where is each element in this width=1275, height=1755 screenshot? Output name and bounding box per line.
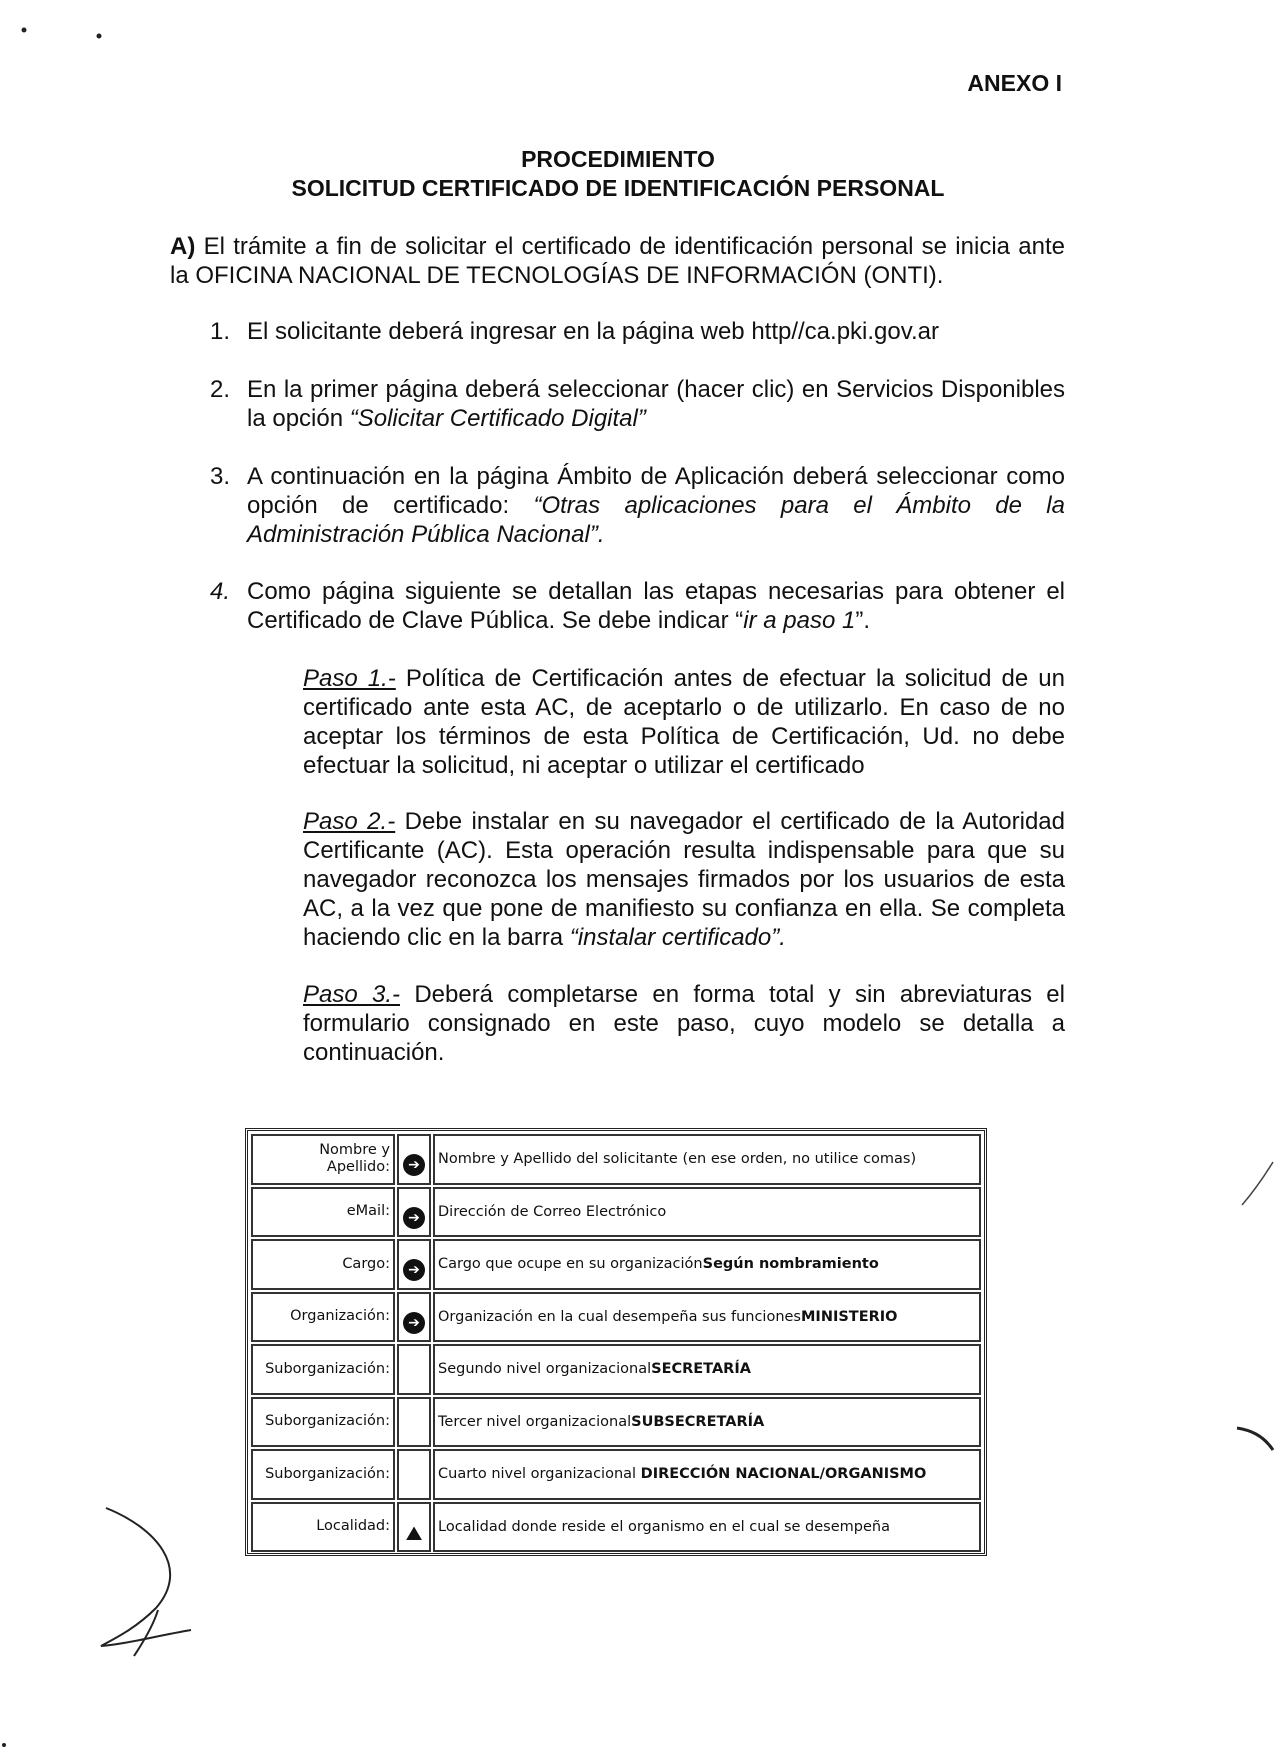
form-desc: Dirección de Correo Electrónico	[433, 1187, 981, 1238]
form-label: eMail:	[251, 1187, 395, 1238]
form-label: Suborganización:	[251, 1449, 395, 1500]
intro-text: El trámite a fin de solicitar el certificado de identificación personal se inicia ante la OFICINA NACIONAL DE TECNOLOGÍAS DE INFORMACIÓN (ONTI).	[170, 233, 1065, 289]
step-text: Política de Certificación antes de efectuar la solicitud de un certificado ante esta AC, de aceptarlo o de utilizarlo. En caso de no aceptar los términos de esta Política de Certificación, Ud. no debe efectuar la solicitud, ni aceptar o utilizar el certificado	[303, 665, 1065, 779]
form-label: Cargo:	[251, 1239, 395, 1290]
list-number: 1.	[209, 318, 230, 345]
list-number: 2.	[209, 376, 230, 403]
step-text: Deberá completarse en forma total y sin abreviaturas el formulario consignado en este paso, cuyo modelo se detalla a continuación.	[303, 981, 1065, 1066]
form-label: Localidad:	[251, 1502, 395, 1553]
form-desc: Nombre y Apellido del solicitante (en ese orden, no utilice comas)	[433, 1134, 981, 1185]
form-label: Suborganización:	[251, 1344, 395, 1395]
form-desc: Localidad donde reside el organismo en el cual se desempeña	[433, 1502, 981, 1553]
step-label: Paso 3.-	[303, 981, 401, 1008]
list-text: Como página siguiente se detallan las etapas necesarias para obtener el Certificado de Clave Pública. Se debe indicar “ir a paso 1”.	[247, 578, 1065, 634]
list-text: El solicitante deberá ingresar en la página web http//ca.pki.gov.ar	[247, 318, 939, 345]
step-label: Paso 1.-	[303, 665, 396, 692]
required-icon: ➔	[397, 1292, 431, 1343]
form-label: Nombre y Apellido:	[251, 1134, 395, 1185]
list-text: A continuación en la página Ámbito de Aplicación deberá seleccionar como opción de certificado: “Otras aplicaciones para el Ámbito de la Administración Pública Nacional”.	[247, 463, 1065, 548]
list-text: En la primer página deberá seleccionar (hacer clic) en Servicios Disponibles la opción “Solicitar Certificado Digital”	[247, 376, 1065, 432]
intro-prefix: A)	[170, 233, 196, 260]
list-number: 4.	[209, 578, 230, 605]
form-desc: Cuarto nivel organizacional DIRECCIÓN NACIONAL/ORGANISMO	[433, 1449, 981, 1500]
form-desc: Segundo nivel organizacional SECRETARÍA	[433, 1344, 981, 1395]
annex-label: ANEXO I	[967, 70, 1062, 96]
document-title-1: PROCEDIMIENTO	[521, 146, 715, 172]
form-desc: Tercer nivel organizacional SUBSECRETARÍA	[433, 1397, 981, 1448]
form-desc: Organización en la cual desempeña sus funciones MINISTERIO	[433, 1292, 981, 1343]
list-number: 3.	[209, 463, 230, 490]
form-desc: Cargo que ocupe en su organización Según nombramiento	[433, 1239, 981, 1290]
step-emphasis: “instalar certificado”.	[569, 924, 786, 951]
required-icon: ➔	[397, 1134, 431, 1185]
required-icon: ➔	[397, 1187, 431, 1238]
required-icon: ➔	[397, 1239, 431, 1290]
step-label: Paso 2.-	[303, 808, 396, 835]
location-icon: ⛰	[397, 1502, 431, 1553]
document-title-2: SOLICITUD CERTIFICADO DE IDENTIFICACIÓN PERSONAL	[291, 175, 945, 201]
form-label: Organización:	[251, 1292, 395, 1343]
step-text: Debe instalar en su navegador el certificado de la Autoridad Certificante (AC). Esta operación resulta indispensable para que su navegador reconozca los mensajes firmados por los usuarios de esta AC, a la vez que pone de manifiesto su confianza en ella. Se completa haciendo clic en la barra	[303, 808, 1065, 951]
form-label: Suborganización:	[251, 1397, 395, 1448]
